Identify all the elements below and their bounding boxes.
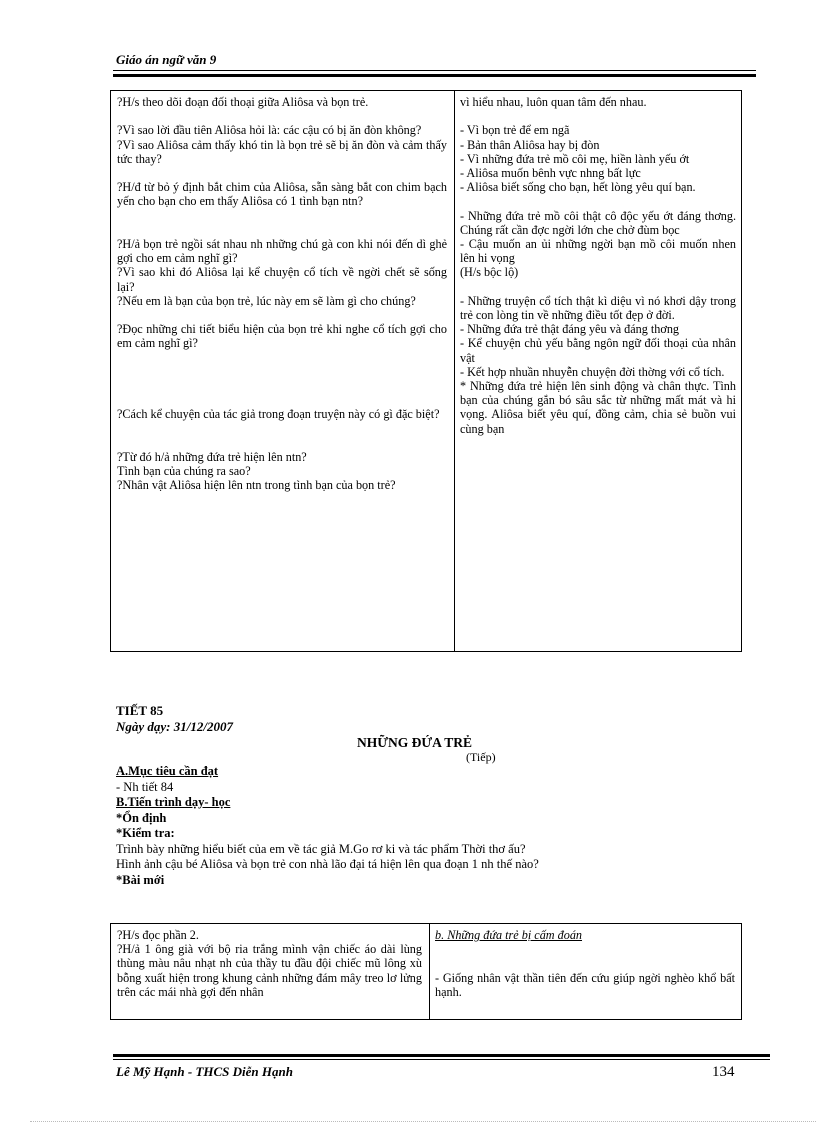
question-line: Tình bạn của chúng ra sao? — [117, 464, 251, 479]
lesson-subtitle: (Tiếp) — [466, 750, 496, 764]
answer-line: - Bản thân Aliôsa hay bị đòn — [460, 137, 600, 152]
lesson-period: TIẾT 85 — [116, 703, 164, 718]
table-2-questions — [117, 928, 422, 999]
footer-author: Lê Mỹ Hạnh - THCS Diễn Hạnh — [116, 1064, 293, 1079]
question-line — [117, 351, 447, 365]
answer-line: * Những đứa trẻ hiện lên sinh động và chân thực. Tình bạn của chúng gắn bó sâu sắc từ những mất mát và hi vọng. Aliôsa biết yêu quí, đồng cảm, chia sẻ buồn vui cùng bạn — [460, 379, 736, 436]
question-line: ?H/đ từ bỏ ý định bắt chim của Aliôsa, sẵn sàng bắt con chim bạch yến cho bạn cho em thấy Aliôsa có 1 tình bạn ntn? — [117, 180, 447, 209]
question-line — [117, 109, 447, 123]
check-question-2: Hình ảnh cậu bé Aliôsa và bọn trẻ con nhà lão đại tá hiện lên qua đoạn 1 nh thế nào? — [116, 857, 539, 871]
lesson-body — [116, 764, 736, 888]
step-stabilize: *Ổn định — [116, 810, 167, 825]
question-line — [117, 365, 447, 379]
answer-line — [460, 280, 736, 294]
answer-line: - Giống nhân vật thần tiên đến cứu giúp ngời nghèo khổ bất hạnh. — [435, 970, 735, 999]
question-line — [117, 422, 447, 436]
question-line — [117, 379, 447, 393]
question-line: ?Vì sao Aliôsa cảm thấy khó tin là bọn trẻ sẽ bị ăn đòn và cảm thấy tức thay? — [117, 137, 447, 166]
question-line — [117, 209, 447, 223]
lesson-date: Ngày dạy: 31/12/2007 — [116, 719, 233, 734]
question-line — [117, 308, 447, 322]
footer-rule-thin — [113, 1059, 770, 1060]
answer-line: vì hiểu nhau, luôn quan tâm đến nhau. — [460, 95, 647, 109]
question-line — [117, 393, 447, 407]
table-1-questions — [117, 95, 447, 493]
answer-line: b. Những đứa trẻ bị cấm đoán — [435, 928, 583, 942]
lesson-table-2 — [110, 923, 742, 1020]
question-line — [117, 223, 447, 237]
answer-line — [460, 109, 736, 123]
section-a-item: - Nh tiết 84 — [116, 779, 174, 794]
check-question-1: Trình bày những hiểu biết của em về tác giả M.Go rơ ki và tác phẩm Thời thơ ấu? — [116, 841, 526, 856]
question-line: ?Vì sao khi đó Aliôsa lại kể chuyện cổ tích về ngời chết sẽ sống lại? — [117, 265, 447, 294]
question-line: ?H/ả 1 ông già với bộ ria trắng mình vận chiếc áo dài lùng thùng màu nâu nhạt nh của thầy tu đầu đội chiếc mũ lông xù bỗng xuất hiện trong khung cảnh những đám mây treo lơ lửng trên các mái nhà gợi đến nhân — [117, 942, 422, 999]
question-line: ?H/s theo dõi đoạn đối thoại giữa Aliôsa và bọn trẻ. — [117, 95, 369, 109]
section-b-heading: B.Tiến trình dạy- học — [116, 795, 231, 809]
answer-line — [435, 956, 735, 970]
answer-line — [435, 942, 735, 956]
question-line: ?H/ả bọn trẻ ngồi sát nhau nh những chú gà con khi nói đến dì ghẻ gợi cho em cảm nghĩ gì? — [117, 237, 447, 266]
answer-line: - Aliôsa muốn bênh vực nhng bất lực — [460, 166, 641, 181]
question-line: ?Nếu em là bạn của bọn trẻ, lúc này em sẽ làm gì cho chúng? — [117, 293, 416, 308]
table-2-answers — [435, 928, 735, 999]
step-check: *Kiểm tra: — [116, 826, 175, 840]
footer-rule-thick — [113, 1054, 770, 1057]
page-edge-dots — [30, 1121, 816, 1122]
table-divider — [454, 91, 455, 651]
question-line: ?H/s đọc phần 2. — [117, 928, 199, 942]
table-divider — [429, 924, 430, 1019]
question-line: ?Đọc những chi tiết biểu hiện của bọn trẻ khi nghe cổ tích gợi cho em cảm nghĩ gì? — [117, 322, 447, 351]
lesson-table-1 — [110, 90, 742, 652]
question-line — [117, 436, 447, 450]
answer-line — [460, 194, 736, 208]
lesson-header — [116, 703, 233, 735]
page-number: 134 — [712, 1064, 735, 1080]
header-rule-thick — [113, 74, 756, 77]
answer-line: (H/s bộc lộ) — [460, 265, 519, 280]
step-new-lesson: *Bài mới — [116, 872, 165, 887]
answer-line: - Vì bọn trẻ để em ngã — [460, 123, 570, 138]
question-line: ?Vì sao lời đầu tiên Aliôsa hỏi là: các cậu có bị ăn đòn không? — [117, 123, 422, 138]
answer-line: - Cậu muốn an ủi những ngời bạn mồ côi muốn nhen lên hi vọng — [460, 237, 736, 266]
question-line: ?Nhân vật Aliôsa hiện lên ntn trong tình bạn của bọn trẻ? — [117, 478, 396, 493]
lesson-title: NHỮNG ĐỨA TRẺ — [357, 735, 473, 750]
section-a-heading: A.Mục tiêu cần đạt — [116, 764, 219, 778]
answer-line: - Vì những đứa trẻ mồ côi mẹ, hiền lành yếu ớt — [460, 151, 690, 166]
answer-line: - Kể chuyện chủ yếu bằng ngôn ngữ đối thoại của nhân vật — [460, 336, 736, 365]
question-line — [117, 166, 447, 180]
answer-line: - Những đứa trẻ thật đáng yêu và đáng thơng — [460, 322, 680, 337]
answer-line: - Kết hợp nhuần nhuyễn chuyện đời thờng với cổ tích. — [460, 364, 725, 379]
answer-line: - Những truyện cổ tích thật kì diệu vì nó khơi dậy trong trẻ con lòng tin về những điều tốt đẹp ở đời. — [460, 293, 736, 323]
table-1-answers — [460, 95, 736, 436]
header-title: Giáo án ngữ văn 9 — [116, 52, 217, 67]
answer-line: - Aliôsa biết sống cho bạn, hết lòng yêu quí bạn. — [460, 180, 696, 195]
question-line: ?Cách kể chuyện của tác giả trong đoạn truyện này có gì đặc biệt? — [117, 407, 440, 422]
answer-line: - Những đứa trẻ mồ côi thật cô độc yếu ớt đáng thơng. Chúng rất cần đợc ngời lớn che chở đùm bọc — [460, 208, 736, 237]
header-rule-thin — [113, 70, 756, 71]
question-line: ?Từ đó h/ả những đứa trẻ hiện lên ntn? — [117, 450, 307, 465]
